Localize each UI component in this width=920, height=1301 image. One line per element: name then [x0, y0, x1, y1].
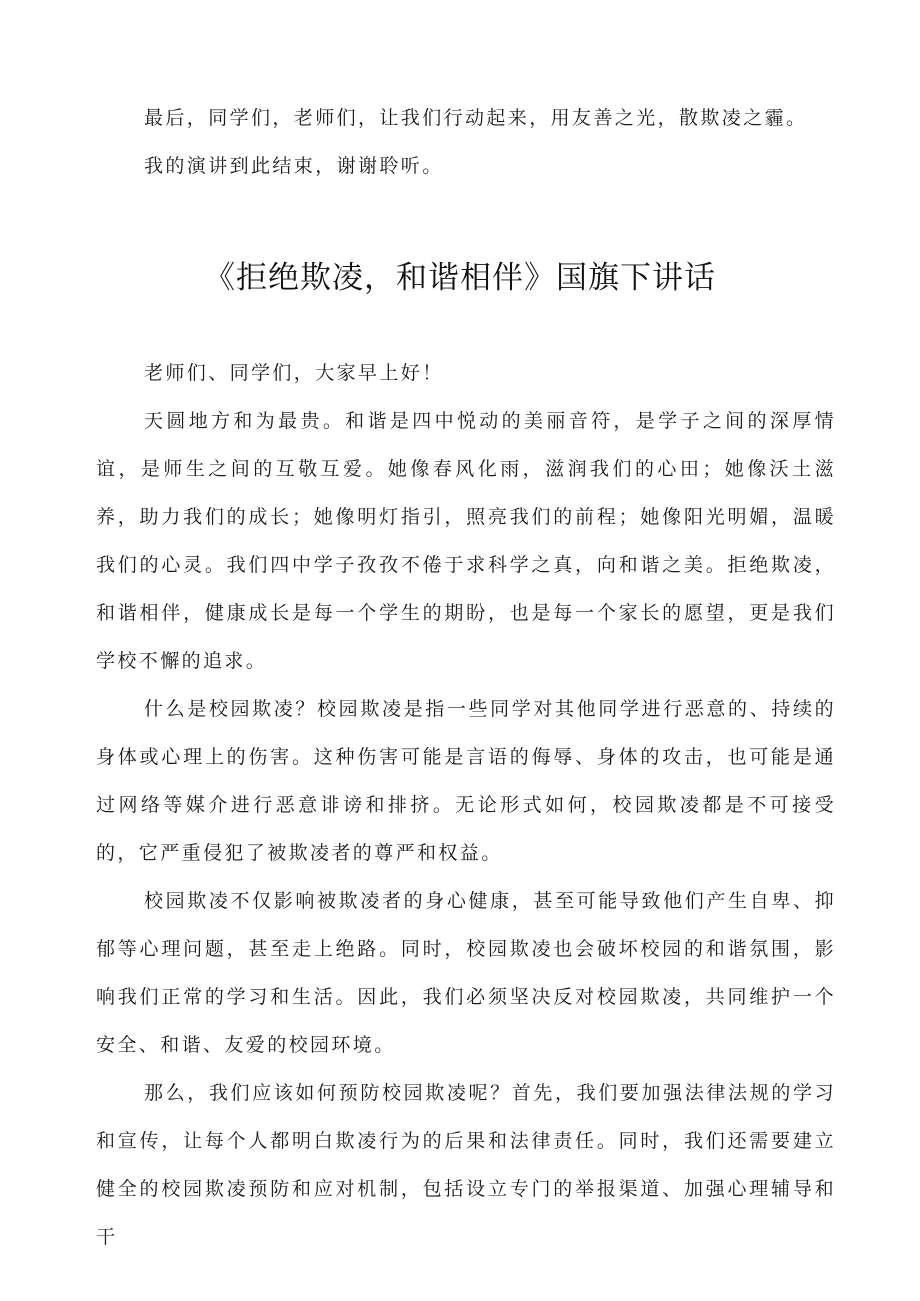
speech-title: 《拒绝欺凌，和谐相伴》国旗下讲话 — [204, 260, 716, 296]
greeting-paragraph: 老师们、同学们，大家早上好！ — [144, 362, 444, 384]
previous-speech-ending — [96, 94, 836, 190]
closing-thanks-paragraph: 我的演讲到此结束，谢谢聆听。 — [144, 155, 444, 177]
speech-body — [96, 349, 836, 1261]
body-paragraph: 什么是校园欺凌？校园欺凌是指一些同学对其他同学进行恶意的、持续的身体或心理上的伤害。这种伤害可能是言语的侮辱、身体的攻击，也可能是通过网络等媒介进行恶意诽谤和排挤。无论形式如何，校园欺凌都是不可接受的，它严重侵犯了被欺凌者的尊严和权益。 — [96, 698, 836, 864]
body-paragraph: 天圆地方和为最贵。和谐是四中悦动的美丽音符，是学子之间的深厚情谊，是师生之间的互敬互爱。她像春风化雨，滋润我们的心田；她像沃土滋养，助力我们的成长；她像明灯指引，照亮我们的前程；她像阳光明媚，温暖我们的心灵。我们四中学子孜孜不倦于求科学之真，向和谐之美。拒绝欺凌，和谐相伴，健康成长是每一个学生的期盼，也是每一个家长的愿望，更是我们学校不懈的追求。 — [96, 410, 836, 672]
closing-paragraph: 最后，同学们，老师们，让我们行动起来，用友善之光，散欺凌之霾。 — [144, 107, 808, 129]
body-paragraph: 那么，我们应该如何预防校园欺凌呢？首先，我们要加强法律法规的学习和宣传，让每个人都明白欺凌行为的后果和法律责任。同时，我们还需要建立健全的校园欺凌预防和应对机制，包括设立专门的举报渠道、加强心理辅导和干 — [96, 1082, 836, 1248]
body-paragraph: 校园欺凌不仅影响被欺凌者的身心健康，甚至可能导致他们产生自卑、抑郁等心理问题，甚至走上绝路。同时，校园欺凌也会破坏校园的和谐氛围，影响我们正常的学习和生活。因此，我们必须坚决反对校园欺凌，共同维护一个安全、和谐、友爱的校园环境。 — [96, 890, 836, 1056]
